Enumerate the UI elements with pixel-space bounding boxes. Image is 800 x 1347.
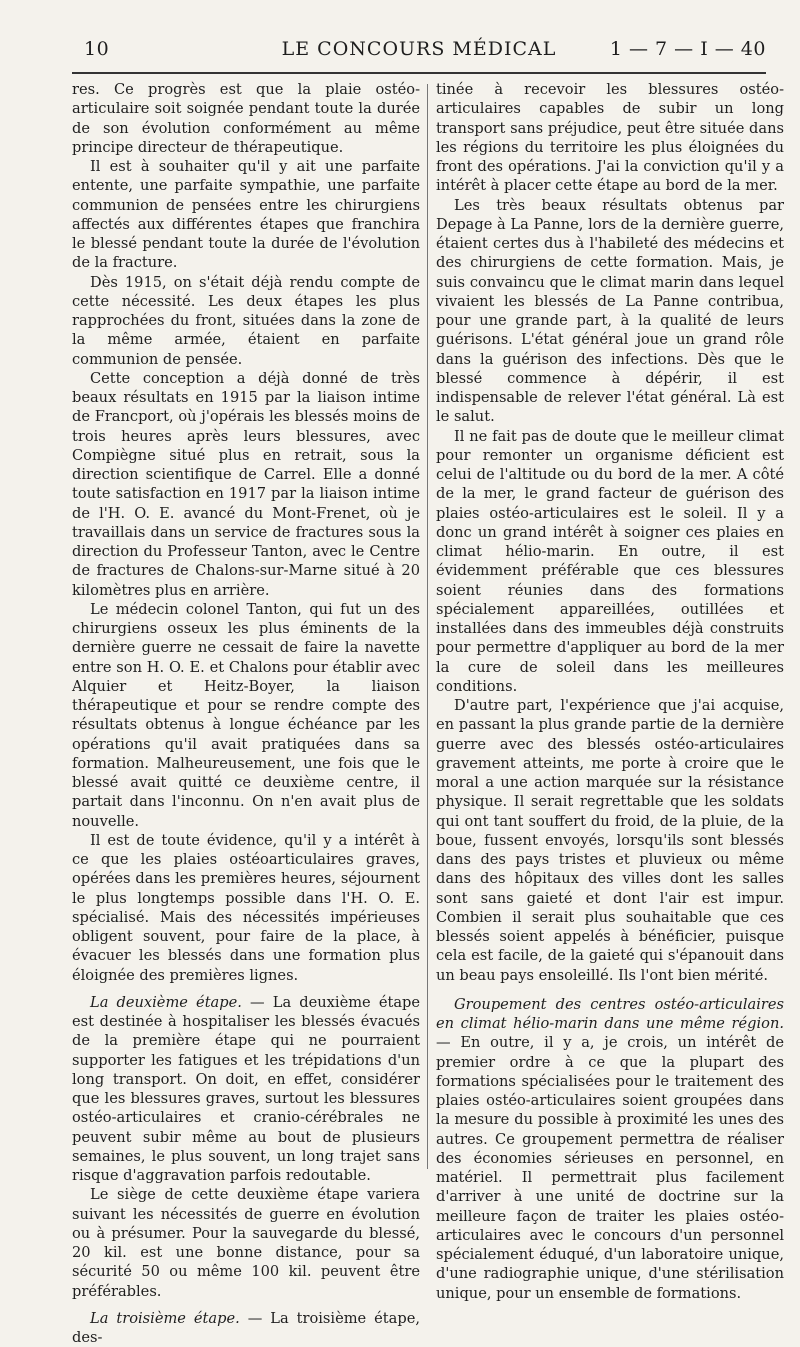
page-header <box>72 38 766 68</box>
section-text: — En outre, il y a, je crois, un intérêt de premier ordre à ce que la plupart des formations spécialisées pour le traitement des plaies ostéo-articulaires soient groupées dans la mesure du possible à proximité les unes des autres. Ce groupement permettra de réaliser des économies sérieuses en personnel, en matériel. Il permettrait plus facilement d'arriver à une unité de doctrine sur la meilleure façon de traiter les plaies ostéo-articulaires avec le concours d'un personnel spécialement éduqué, d'un laboratoire unique, d'une radiographie unique, d'une stérilisation unique, pour un ensemble de formations. <box>436 1034 784 1302</box>
section-paragraph <box>72 1309 420 1347</box>
paragraph: Dès 1915, on s'était déjà rendu compte de cette nécessité. Les deux étapes les plus rapprochées du front, situées dans la zone de la même armée, étaient en parfaite communion de pensée. <box>72 273 420 368</box>
left-column <box>72 80 420 1347</box>
section-text: — La troisième étape, des- <box>72 1309 420 1346</box>
issue-date: 1 — 7 — I — 40 <box>609 38 766 60</box>
journal-title: LE CONCOURS MÉDICAL <box>281 38 557 60</box>
section-heading: La deuxième étape. <box>90 993 242 1011</box>
paragraph: tinée à recevoir les blessures ostéo-articulaires capables de subir un long transport sans préjudice, peut être située dans les régions du territoire les plus éloignées du front des opérations. J'ai la conviction qu'il y a intérêt à placer cette étape au bord de la mer. <box>436 81 784 195</box>
paragraph: Le médecin colonel Tanton, qui fut un des chirurgiens osseux les plus éminents de la dernière guerre ne cessait de faire la navette entre son H. O. E. et Chalons pour établir avec Alquier et Heitz-Boyer, la liaison thérapeutique et pour se rendre compte des résultats obtenus à longue échéance par les opérations qu'il avait pratiquées dans sa formation. Malheureusement, une fois que le blessé avait quitté ce deuxième centre, il partait dans l'inconnu. On n'en avait plus de nouvelle. <box>72 600 420 830</box>
paragraph: Les très beaux résultats obtenus par Depage à La Panne, lors de la dernière guerre, étaient certes dus à l'habileté des médecins et des chirurgiens de cette formation. Mais, je suis convaincu que le climat marin dans lequel vivaient les blessés de La Panne contribua, pour une grande part, à la qualité de leurs guérisons. L'état général joue un grand rôle dans la guérison des infections. Dès que le blessé commence à dépérir, il est indispensable de relever l'état général. Là est le salut. <box>436 196 784 426</box>
header-rule <box>72 72 766 74</box>
section-text: — La deuxième étape est destinée à hospitaliser les blessés évacués de la première étape qui ne pourraient supporter les fatigues et les trépidations d'un long transport. On doit, en effet, considérer que les blessures graves, surtout les blessures ostéo-articulaires et cranio-cérébrales ne peuvent subir même au bout de plusieurs semaines, le plus souvent, un long trajet sans risque d'aggravation parfois redoutable. <box>72 993 420 1184</box>
paragraph: res. Ce progrès est que la plaie ostéo-articulaire soit soignée pendant toute la durée de son évolution conformément au même principe directeur de thérapeutique. <box>72 81 420 156</box>
column-divider <box>427 84 428 1169</box>
paragraph: Cette conception a déjà donné de très beaux résultats en 1915 par la liaison intime de Francport, où j'opérais les blessés moins de trois heures après leurs blessures, avec Compiègne situé plus en retrait, sous la direction scientifique de Carrel. Elle a donné toute satisfaction en 1917 par la liaison intime de l'H. O. E. avancé du Mont-Frenet, où je travaillais dans un service de fractures sous la direction du Professeur Tanton, avec le Centre de fractures de Chalons-sur-Marne situé à 20 kilomètres plus en arrière. <box>72 369 420 599</box>
paragraph: Il est à souhaiter qu'il y ait une parfaite entente, une parfaite sympathie, une parfaite communion de pensées entre les chirurgiens affectés aux différentes étapes que franchira le blessé pendant toute la durée de l'évolution de la fracture. <box>72 158 420 272</box>
page-number: 10 <box>84 38 110 60</box>
section-heading: Groupement des centres ostéo-articulaires en climat hélio-marin dans une même région. <box>436 995 784 1032</box>
paragraph: Il ne fait pas de doute que le meilleur climat pour remonter un organisme déficient est celui de l'altitude ou du bord de la mer. A côté de la mer, le grand facteur de guérison des plaies ostéo-articulaires est le soleil. Il y a donc un grand intérêt à soigner ces plaies en climat hélio-marin. En outre, il est évidemment préférable que ces blessures soient réunies dans des formations spécialement appareillées, outillées et installées dans des immeubles déjà construits pour permettre d'appliquer au bord de la mer la cure de soleil dans les meilleures conditions. <box>436 427 784 695</box>
paragraph: Il est de toute évidence, qu'il y a intérêt à ce que les plaies ostéoarticulaires graves, opérées dans les premières heures, séjournent le plus longtemps possible dans l'H. O. E. spécialisé. Mais des nécessités impérieuses obligent souvent, pour faire de la place, à évacuer les blessés dans une formation plus éloignée des premières lignes. <box>72 831 420 984</box>
section-paragraph <box>72 993 420 1186</box>
section-heading: La troisième étape. <box>90 1309 240 1327</box>
paragraph: Le siège de cette deuxième étape variera suivant les nécessités de guerre en évolution ou à présumer. Pour la sauvegarde du blessé, 20 kil. est une bonne distance, pour sa sécurité 50 ou même 100 kil. peuvent être préférables. <box>72 1186 420 1300</box>
paragraph: D'autre part, l'expérience que j'ai acquise, en passant la plus grande partie de la dernière guerre avec des blessés ostéo-articulaires gravement atteints, me porte à croire que le moral a une action marquée sur la résistance physique. Il serait regrettable que les soldats qui ont tant souffert du froid, de la pluie, de la boue, fussent envoyés, lorsqu'ils sont blessés dans des pays tristes et pluvieux ou même dans des hôpitaux des villes dont les salles sont sans gaieté et dont l'air est impur. Combien il serait plus souhaitable que ces blessés soient appelés à bénéficier, puisque cela est facile, de la gaieté qui s'épanouit dans un beau pays ensoleillé. Ils l'ont bien mérité. <box>436 697 784 984</box>
right-column <box>436 80 784 1303</box>
section-paragraph <box>436 995 784 1303</box>
